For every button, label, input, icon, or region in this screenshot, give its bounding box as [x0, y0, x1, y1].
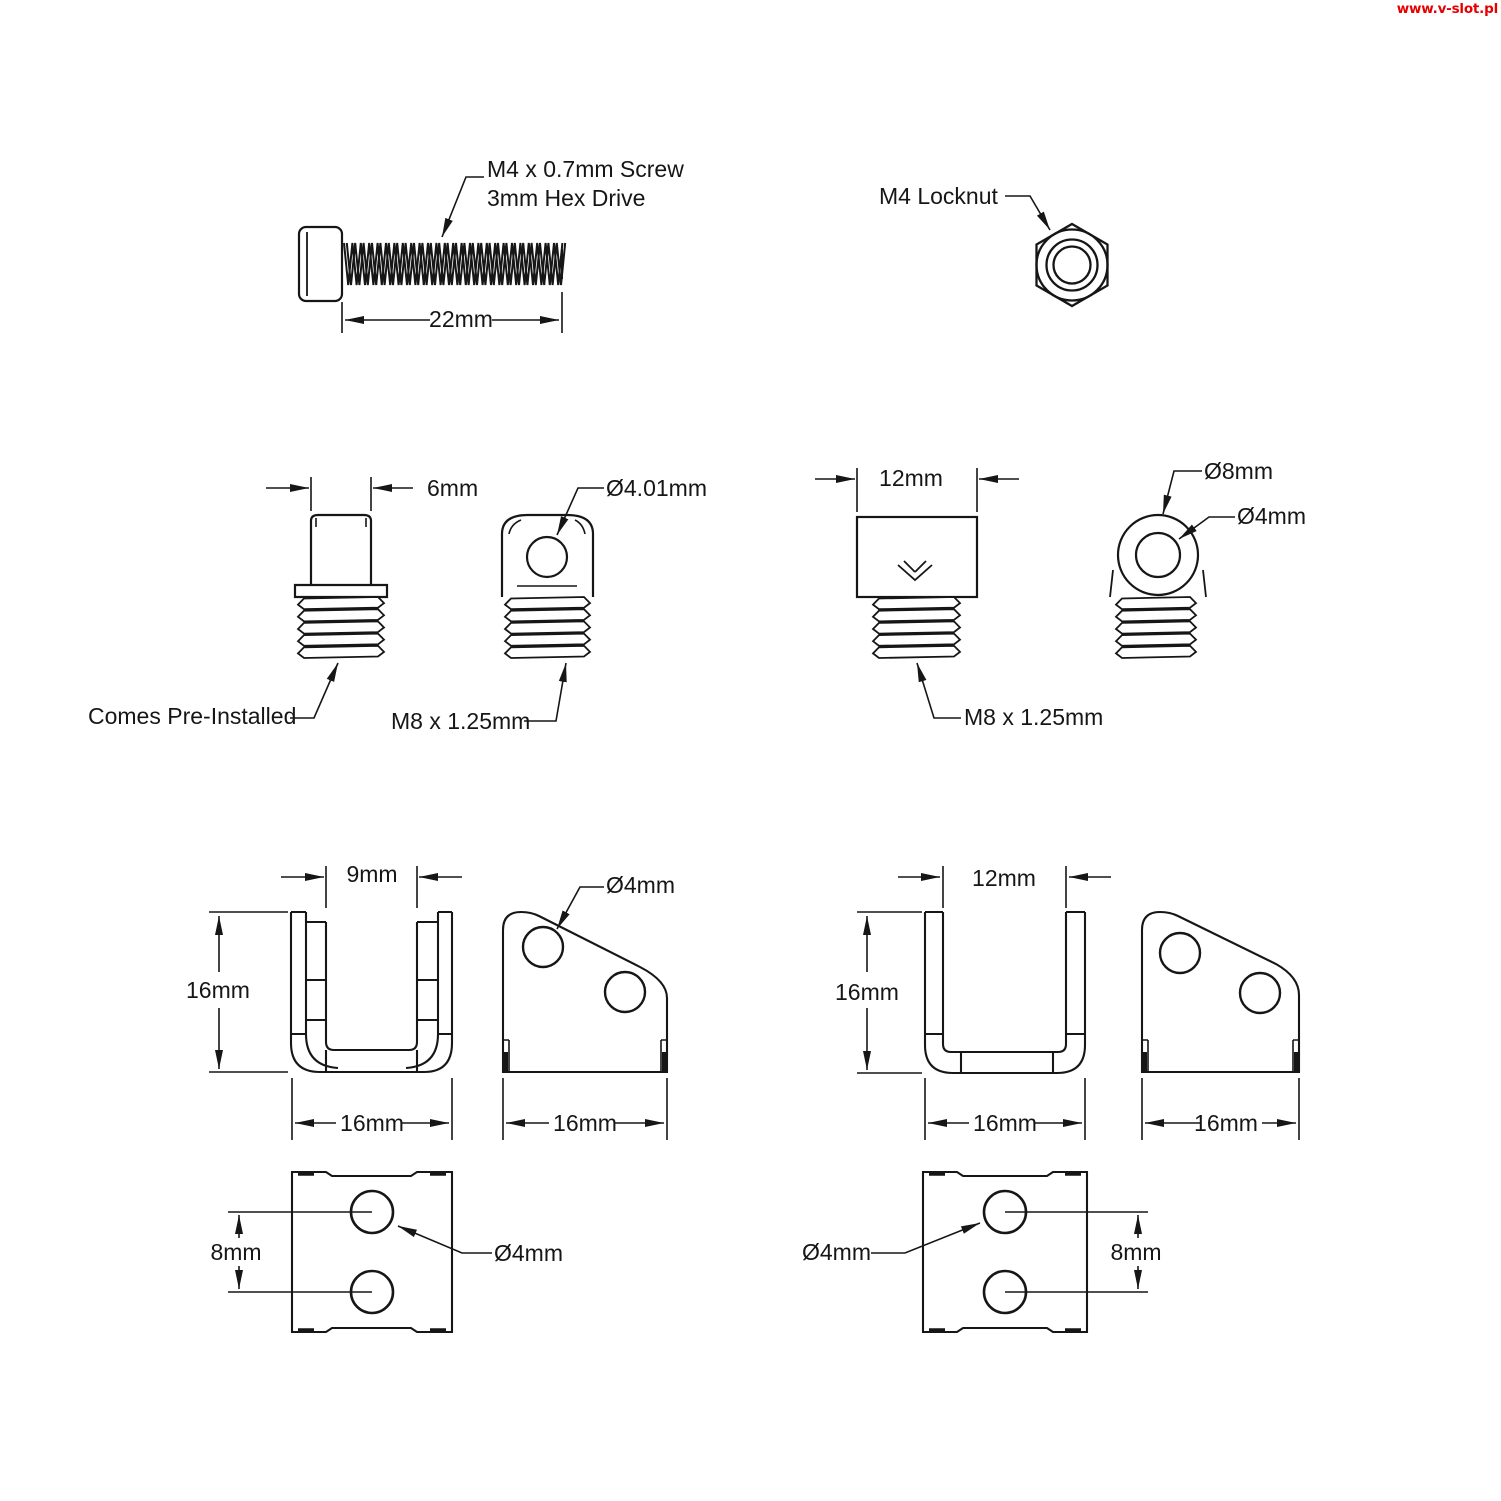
screw-label-line1: M4 x 0.7mm Screw [487, 156, 684, 182]
bracket9-bottom-hole-dim: Ø4mm [494, 1240, 563, 1266]
bracket12-side-view [1142, 912, 1299, 1072]
bracket9-front-view [291, 912, 452, 1072]
bracket12-bottom-view [923, 1172, 1087, 1332]
bracket12-hole-spacing-dim: 8mm [1110, 1239, 1162, 1265]
bracket12-front-view [925, 912, 1085, 1073]
locknut-drawing [1037, 224, 1108, 306]
block-stud-hole-dim: Ø4mm [1237, 503, 1306, 529]
preinstalled-note: Comes Pre-Installed [88, 703, 297, 729]
bracket9-hole-spacing-dim: 8mm [210, 1239, 262, 1265]
shoulder-stud-width-dim: 6mm [427, 475, 479, 501]
bracket9-bottom-view [292, 1172, 452, 1332]
bracket9-height-dim: 16mm [186, 977, 250, 1003]
bracket9-width-dim: 16mm [340, 1110, 404, 1136]
block-stud-front-view [1110, 515, 1206, 658]
block-stud-thread-dim: M8 x 1.25mm [964, 704, 1104, 730]
shoulder-stud-thread-dim: M8 x 1.25mm [391, 708, 531, 734]
locknut-label: M4 Locknut [879, 183, 998, 209]
bracket12-slot-dim: 12mm [972, 865, 1036, 891]
screw-drawing [299, 227, 565, 301]
bracket9-side-width-dim: 16mm [553, 1110, 617, 1136]
block-stud-width-dim: 12mm [879, 465, 943, 491]
screw-length-dim: 22mm [429, 306, 493, 332]
shoulder-stud-hole-dim: Ø4.01mm [606, 475, 707, 501]
bracket12-height-dim: 16mm [835, 979, 899, 1005]
block-stud-boss-dim: Ø8mm [1204, 458, 1273, 484]
block-stud-side-view [857, 517, 977, 658]
bracket12-side-width-dim: 16mm [1194, 1110, 1258, 1136]
bracket9-side-hole-dim: Ø4mm [606, 872, 675, 898]
bracket12-bottom-hole-dim: Ø4mm [802, 1239, 871, 1265]
watermark: www.v-slot.pl [1396, 1, 1498, 17]
bracket9-side-view [503, 912, 667, 1072]
bracket9-slot-dim: 9mm [346, 861, 398, 887]
shoulder-stud-side-view [295, 515, 387, 658]
shoulder-stud-front-view [502, 515, 593, 658]
bracket12-width-dim: 16mm [973, 1110, 1037, 1136]
screw-label-line2: 3mm Hex Drive [487, 185, 646, 211]
